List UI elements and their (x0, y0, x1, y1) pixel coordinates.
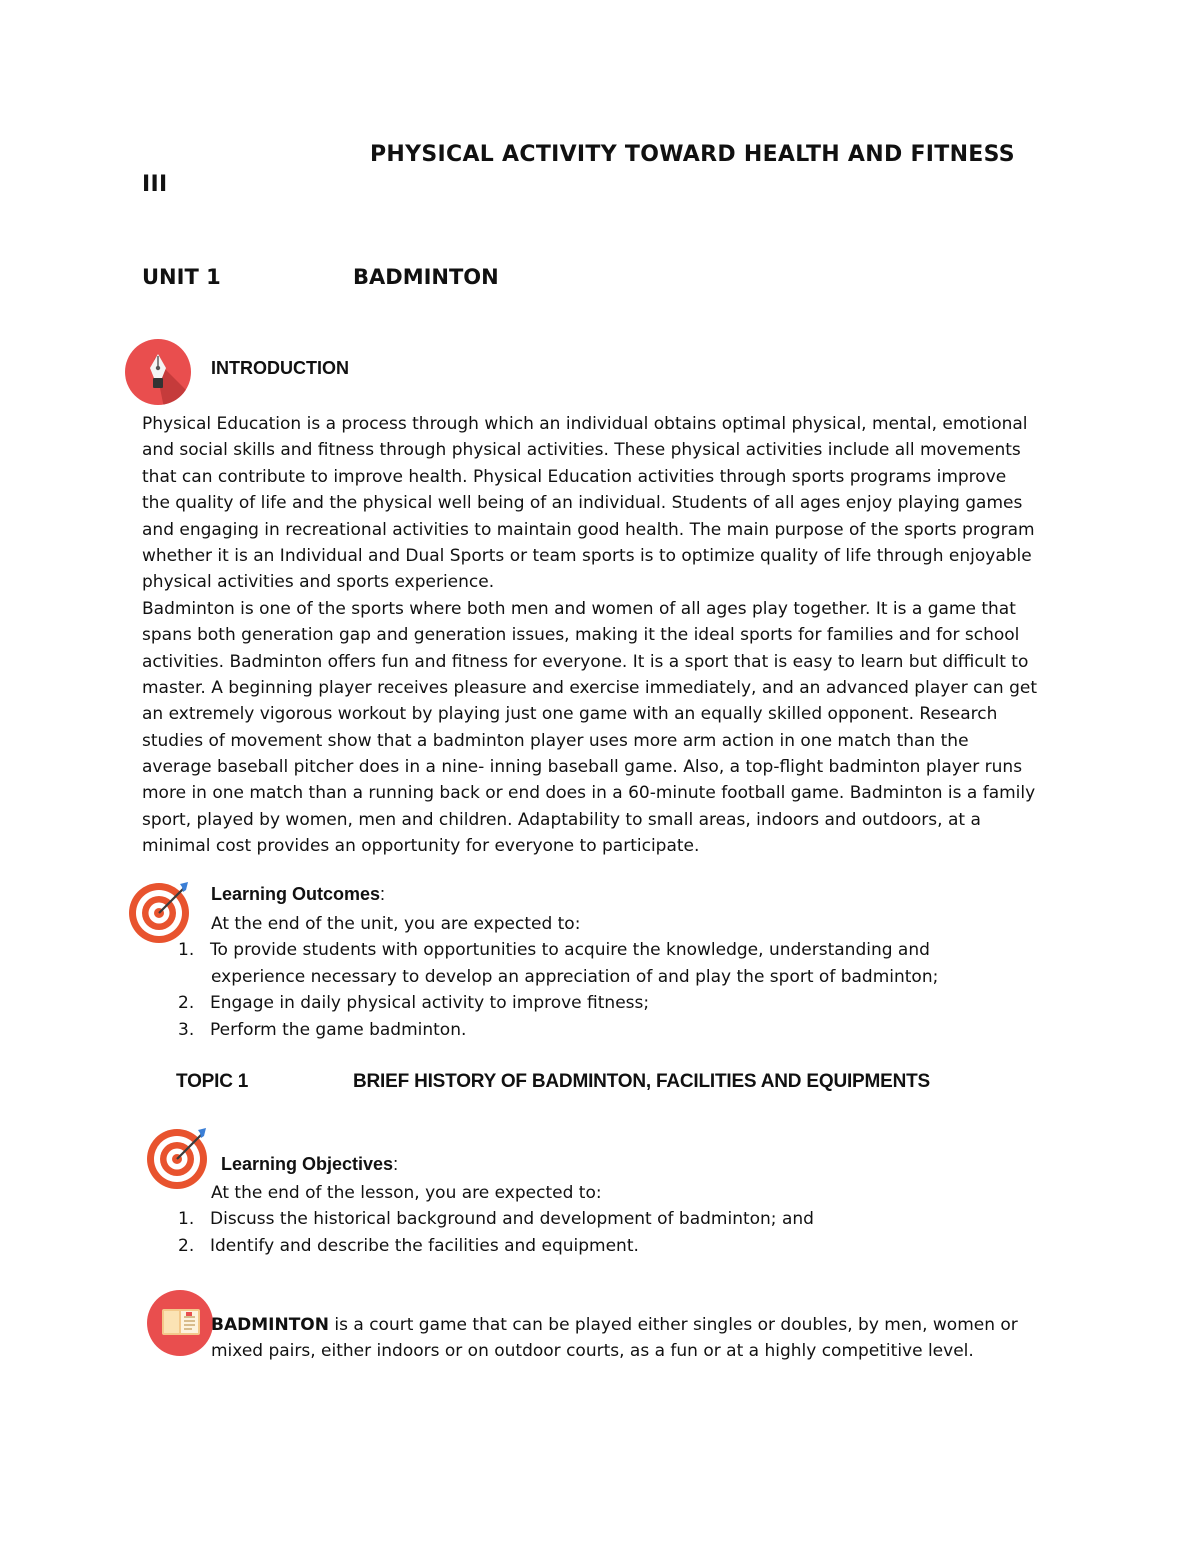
outcomes-heading-colon: : (380, 884, 386, 904)
paragraph-line: studies of movement show that a badminton player uses more arm action in one match than the (142, 730, 969, 751)
page-title: PHYSICAL ACTIVITY TOWARD HEALTH AND FITNESS (370, 142, 1015, 167)
list-item (142, 1233, 1082, 1259)
objectives-heading-colon: : (393, 1154, 399, 1174)
list-number: 1. (178, 940, 195, 961)
paragraph-line: master. A beginning player receives pleasure and exercise immediately, and an advanced player can get (142, 677, 1038, 698)
definition-text: is a court game that can be played either singles or doubles, by men, women or (328, 1315, 1018, 1335)
paragraph-line: Badminton is one of the sports where both men and women of all ages play together. It is a game that (142, 598, 1016, 619)
introduction-body (142, 411, 1082, 860)
list-text: Engage in daily physical activity to improve fitness; (210, 993, 650, 1014)
paragraph-line: average baseball pitcher does in a nine- inning baseball game. Also, a top-flight badminton player runs (142, 757, 1023, 778)
paragraph-line: minimal cost provides an opportunity for everyone to participate. (142, 836, 700, 857)
paragraph-line: activities. Badminton offers fun and fitness for everyone. It is a sport that is easy to learn but difficult to (142, 651, 1029, 672)
list-number: 2. (178, 993, 195, 1014)
objectives-intro: At the end of the lesson, you are expected to: (211, 1183, 602, 1203)
unit-label: UNIT 1 (142, 265, 221, 289)
list-item (142, 1206, 1082, 1232)
objectives-heading-label: Learning Objectives (221, 1154, 394, 1174)
topic-label: TOPIC 1 (176, 1071, 249, 1092)
paragraph-line: whether it is an Individual and Dual Sports or team sports is to optimize quality of life through enjoyable (142, 545, 1032, 566)
badminton-definition (211, 1312, 1111, 1365)
pen-icon (124, 338, 192, 406)
list-text: Identify and describe the facilities and equipment. (210, 1235, 639, 1256)
paragraph-line: spans both generation gap and generation issues, making it the ideal sports for families and for school (142, 625, 1020, 646)
list-item (142, 1017, 1082, 1043)
unit-name: BADMINTON (353, 265, 499, 289)
paragraph-line: and social skills and fitness through physical activities. These physical activities include all movements (142, 440, 1021, 461)
outcomes-list (142, 911, 1082, 1043)
list-number: 1. (178, 1209, 195, 1230)
list-text: Discuss the historical background and development of badminton; and (210, 1209, 814, 1230)
list-number: 3. (178, 1019, 195, 1040)
list-item (142, 990, 1082, 1016)
paragraph-line: sport, played by women, men and children. Adaptability to small areas, indoors and outdoors, at a (142, 809, 981, 830)
topic-title: BRIEF HISTORY OF BADMINTON, FACILITIES AND EQUIPMENTS (353, 1071, 931, 1092)
list-text: To provide students with opportunities to acquire the knowledge, understanding and (210, 940, 930, 961)
list-item (142, 937, 1082, 963)
list-text-continuation: experience necessary to develop an appreciation of and play the sport of badminton; (211, 966, 939, 987)
objectives-list (142, 1180, 1082, 1259)
paragraph-line: physical activities and sports experience. (142, 572, 495, 593)
definition-term: BADMINTON (211, 1315, 329, 1335)
introduction-heading: INTRODUCTION (211, 358, 349, 378)
paragraph-line: more in one match than a running back or end does in a 60-minute football game. Badminton is a family (142, 783, 1036, 804)
outcomes-intro: At the end of the unit, you are expected to: (211, 914, 581, 934)
paragraph-line: Physical Education is a process through which an individual obtains optimal physical, mental, emotional (142, 414, 1028, 434)
objectives-heading (221, 1154, 398, 1175)
page-title-continuation: III (142, 172, 168, 197)
definition-text-continuation: mixed pairs, either indoors or on outdoor courts, as a fun or at a highly competitive level. (211, 1341, 974, 1362)
paragraph-line: the quality of life and the physical well being of an individual. Students of all ages enjoy playing games (142, 493, 1023, 514)
paragraph-line: and engaging in recreational activities to maintain good health. The main purpose of the sports program (142, 519, 1035, 540)
outcomes-heading-label: Learning Outcomes (211, 884, 381, 904)
paragraph-line: an extremely vigorous workout by playing just one game with an equally skilled opponent. Research (142, 704, 998, 725)
outcomes-heading (211, 884, 385, 905)
book-icon (146, 1289, 216, 1357)
list-number: 2. (178, 1235, 195, 1256)
paragraph-line: that can contribute to improve health. Physical Education activities through sports programs improve (142, 466, 1007, 487)
list-text: Perform the game badminton. (210, 1019, 467, 1040)
